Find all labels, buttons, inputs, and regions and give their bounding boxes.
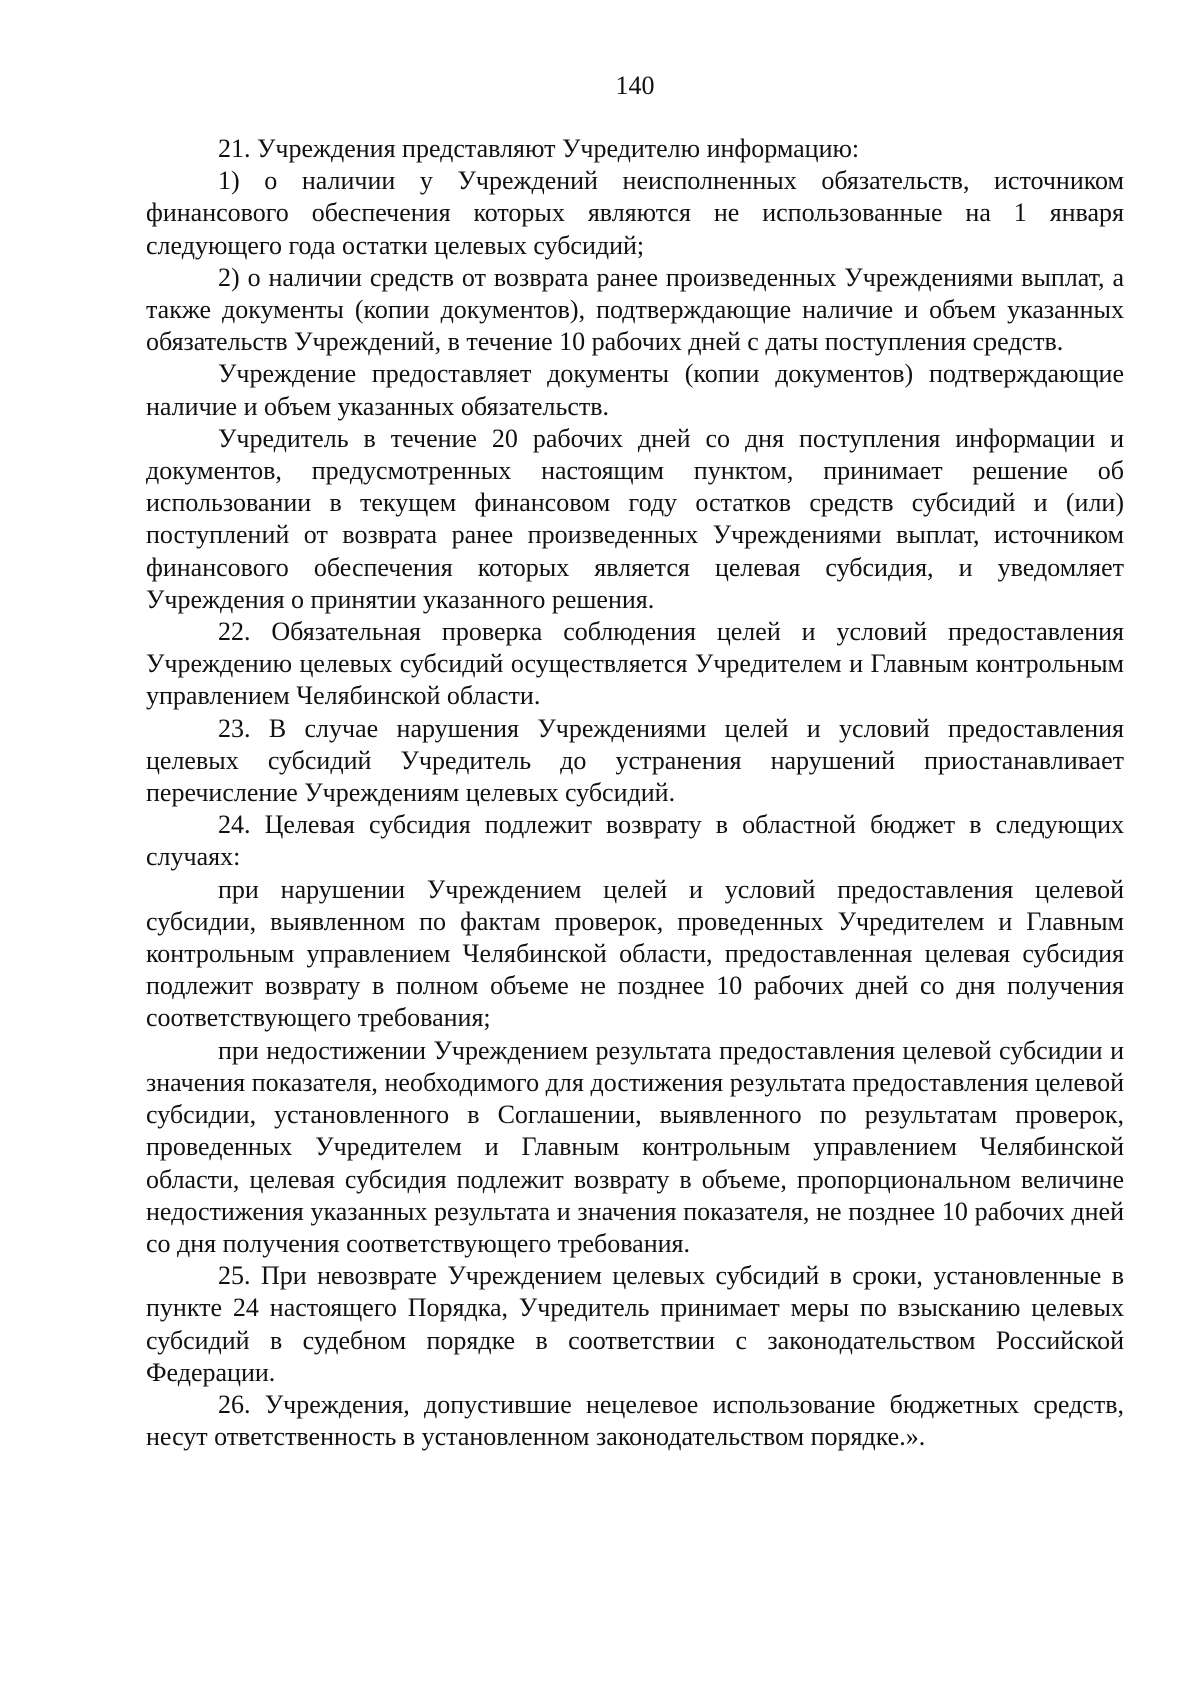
paragraph-23: 23. В случае нарушения Учреждениями целей и условий предоставления целевых субсидий Учредитель до устранения нарушений приостанавливает перечисление Учреждениям целевых субсидий. xyxy=(146,713,1124,808)
page-number: 140 xyxy=(615,71,655,100)
paragraph-21-intro: 21. Учреждения представляют Учредителю информацию: xyxy=(218,134,860,163)
paragraph-25: 25. При невозврате Учреждением целевых субсидий в сроки, установленные в пункте 24 настоящего Порядка, Учредитель принимает меры по взысканию целевых субсидий в судебном порядке в соответствии с законодательством Российской Федерации. xyxy=(146,1261,1124,1387)
paragraph-24-case-non-achievement: при недостижении Учреждением результата предоставления целевой субсидии и значения показателя, необходимого для достижения результата предоставления целевой субсидии, установленного в Соглашении, выявленного по результатам проверок, проведенных Учредителем и Главным контрольным управлением Челябинской области, целевая субсидия подлежит возврату в объеме, пропорциональном величине недостижения указанных результата и значения показателя, не позднее 10 рабочих дней со дня получения соответствующего требования. xyxy=(146,1035,1124,1258)
paragraph-26: 26. Учреждения, допустившие нецелевое использование бюджетных средств, несут ответственность в установленном законодательством порядке.». xyxy=(146,1389,1124,1452)
document-body xyxy=(146,133,1124,1453)
paragraph-22: 22. Обязательная проверка соблюдения целей и условий предоставления Учреждению целевых субсидий осуществляется Учредителем и Главным контрольным управлением Челябинской области. xyxy=(146,617,1124,711)
paragraph-24-case-violation: при нарушении Учреждением целей и условий предоставления целевой субсидии, выявленном по фактам проверок, проведенных Учредителем и Главным контрольным управлением Челябинской области, предоставленная целевая субсидия подлежит возврату в полном объеме не позднее 10 рабочих дней со дня получения соответствующего требования; xyxy=(146,874,1124,1033)
paragraph-24-intro: 24. Целевая субсидия подлежит возврату в областной бюджет в следующих случаях: xyxy=(146,810,1124,872)
paragraph-21-founder-decision: Учредитель в течение 20 рабочих дней со дня поступления информации и документов, предусмотренных настоящим пунктом, принимает решение об использовании в текущем финансовом году остатков средств субсидий и (или) поступлений от возврата ранее произведенных Учреждениями выплат, источником финансового обеспечения которых является целевая субсидия, и уведомляет Учреждения о принятии указанного решения. xyxy=(146,423,1124,614)
paragraph-21-item-2: 2) о наличии средств от возврата ранее произведенных Учреждениями выплат, а также документы (копии документов), подтверждающие наличие и объем указанных обязательств Учреждений, в течение 10 рабочих дней с даты поступления средств. xyxy=(146,262,1124,357)
paragraph-21-institution-documents: Учреждение предоставляет документы (копии документов) подтверждающие наличие и объем указанных обязательств. xyxy=(146,359,1124,421)
paragraph-21-item-1: 1) о наличии у Учреждений неисполненных обязательств, источником финансового обеспечения которых являются не использованные на 1 января следующего года остатки целевых субсидий; xyxy=(146,166,1124,260)
